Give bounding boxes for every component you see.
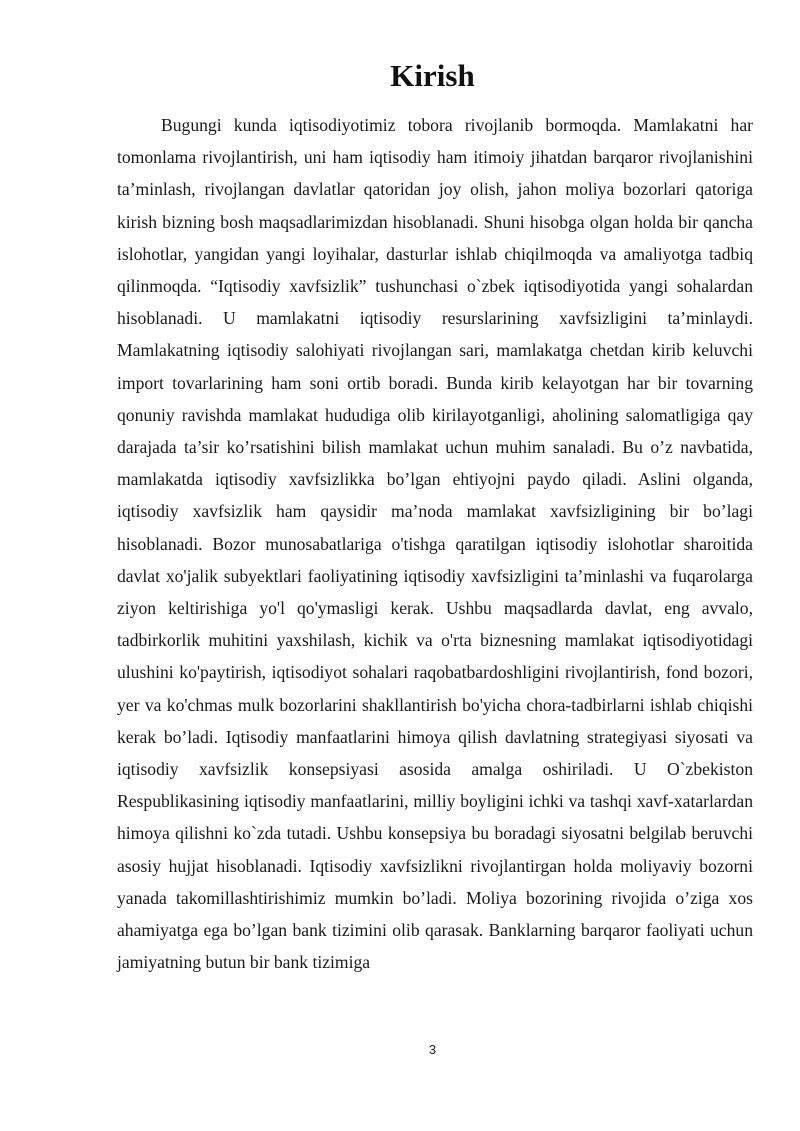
body-paragraph: Bugungi kunda iqtisodiyotimiz tobora rivojlanib bormoqda. Mamlakatni har tomonlama rivojlantirish, uni ham iqtisodiy ham itimoiy jihatdan barqaror rivojlanishini ta’minlash, rivojlangan davlatlar qatoridan joy olish, jahon moliya bozorlari qatoriga kirish bizning bosh maqsadlarimizdan hisoblanadi. Shuni hisobga olgan holda bir qancha islohotlar, yangidan yangi loyihalar, dasturlar ishlab chiqilmoqda va amaliyotga tadbiq qilinmoqda. “Iqtisodiy xavfsizlik” tushunchasi o`zbek iqtisodiyotida yangi sohalardan hisoblanadi. U mamlakatni iqtisodiy resurslarining xavfsizligini ta’minlaydi. Mamlakatning iqtisodiy salohiyati rivojlangan sari, mamlakatga chetdan kirib keluvchi import tovarlarining ham soni ortib boradi. Bunda kirib kelayotgan har bir tovarning qonuniy ravishda mamlakat hududiga olib kirilayotganligi, aholining salomatligiga qay darajada ta’sir ko’rsatishini bilish mamlakat uchun muhim sanaladi. Bu o’z navbatida, mamlakatda iqtisodiy xavfsizlikka bo’lgan ehtiyojni paydo qiladi. Aslini olganda, iqtisodiy xavfsizlik ham qaysidir ma’noda mamlakat xavfsizligining bir bo’lagi hisoblanadi. Bozor munosabatlariga o'tishga qaratilgan iqtisodiy islohotlar sharoitida davlat xo'jalik subyektlari faoliyatining iqtisodiy xavfsizligini ta’minlashi va fuqarolarga ziyon keltirishiga yo'l qo'ymasligi kerak. Ushbu maqsadlarda davlat, eng avvalo, tadbirkorlik muhitini yaxshilash, kichik va o'rta biznesning mamlakat iqtisodiyotidagi ulushini ko'paytirish, iqtisodiyot sohalari raqobatbardoshligini rivojlantirish, fond bozori, yer va ko'chmas mulk bozorlarini shakllantirish bo'yicha chora-tadbirlarni ishlab chiqishi kerak bo’ladi. Iqtisodiy manfaatlarini himoya qilish davlatning strategiyasi siyosati va iqtisodiy xavfsizlik konsepsiyasi asosida amalga oshiriladi. U O`zbekiston Respublikasining iqtisodiy manfaatlarini, milliy boyligini ichki va tashqi xavf-xatarlardan himoya qilishni ko`zda tutadi. Ushbu konsepsiya bu boradagi siyosatni belgilab beruvchi asosiy hujjat hisoblanadi. Iqtisodiy xavfsizlikni rivojlantirgan holda moliyaviy bozorni yanada takomillashtirishimiz mumkin bo’ladi. Moliya bozorining rivojida o’ziga xos ahamiyatga ega bo’lgan bank tizimini olib qarasak. Banklarning barqaror faoliyati uchun jamiyatning butun bir bank tizimiga — [117, 115, 753, 973]
page-number: 3 — [428, 1042, 437, 1057]
page-title: Kirish — [390, 58, 475, 93]
